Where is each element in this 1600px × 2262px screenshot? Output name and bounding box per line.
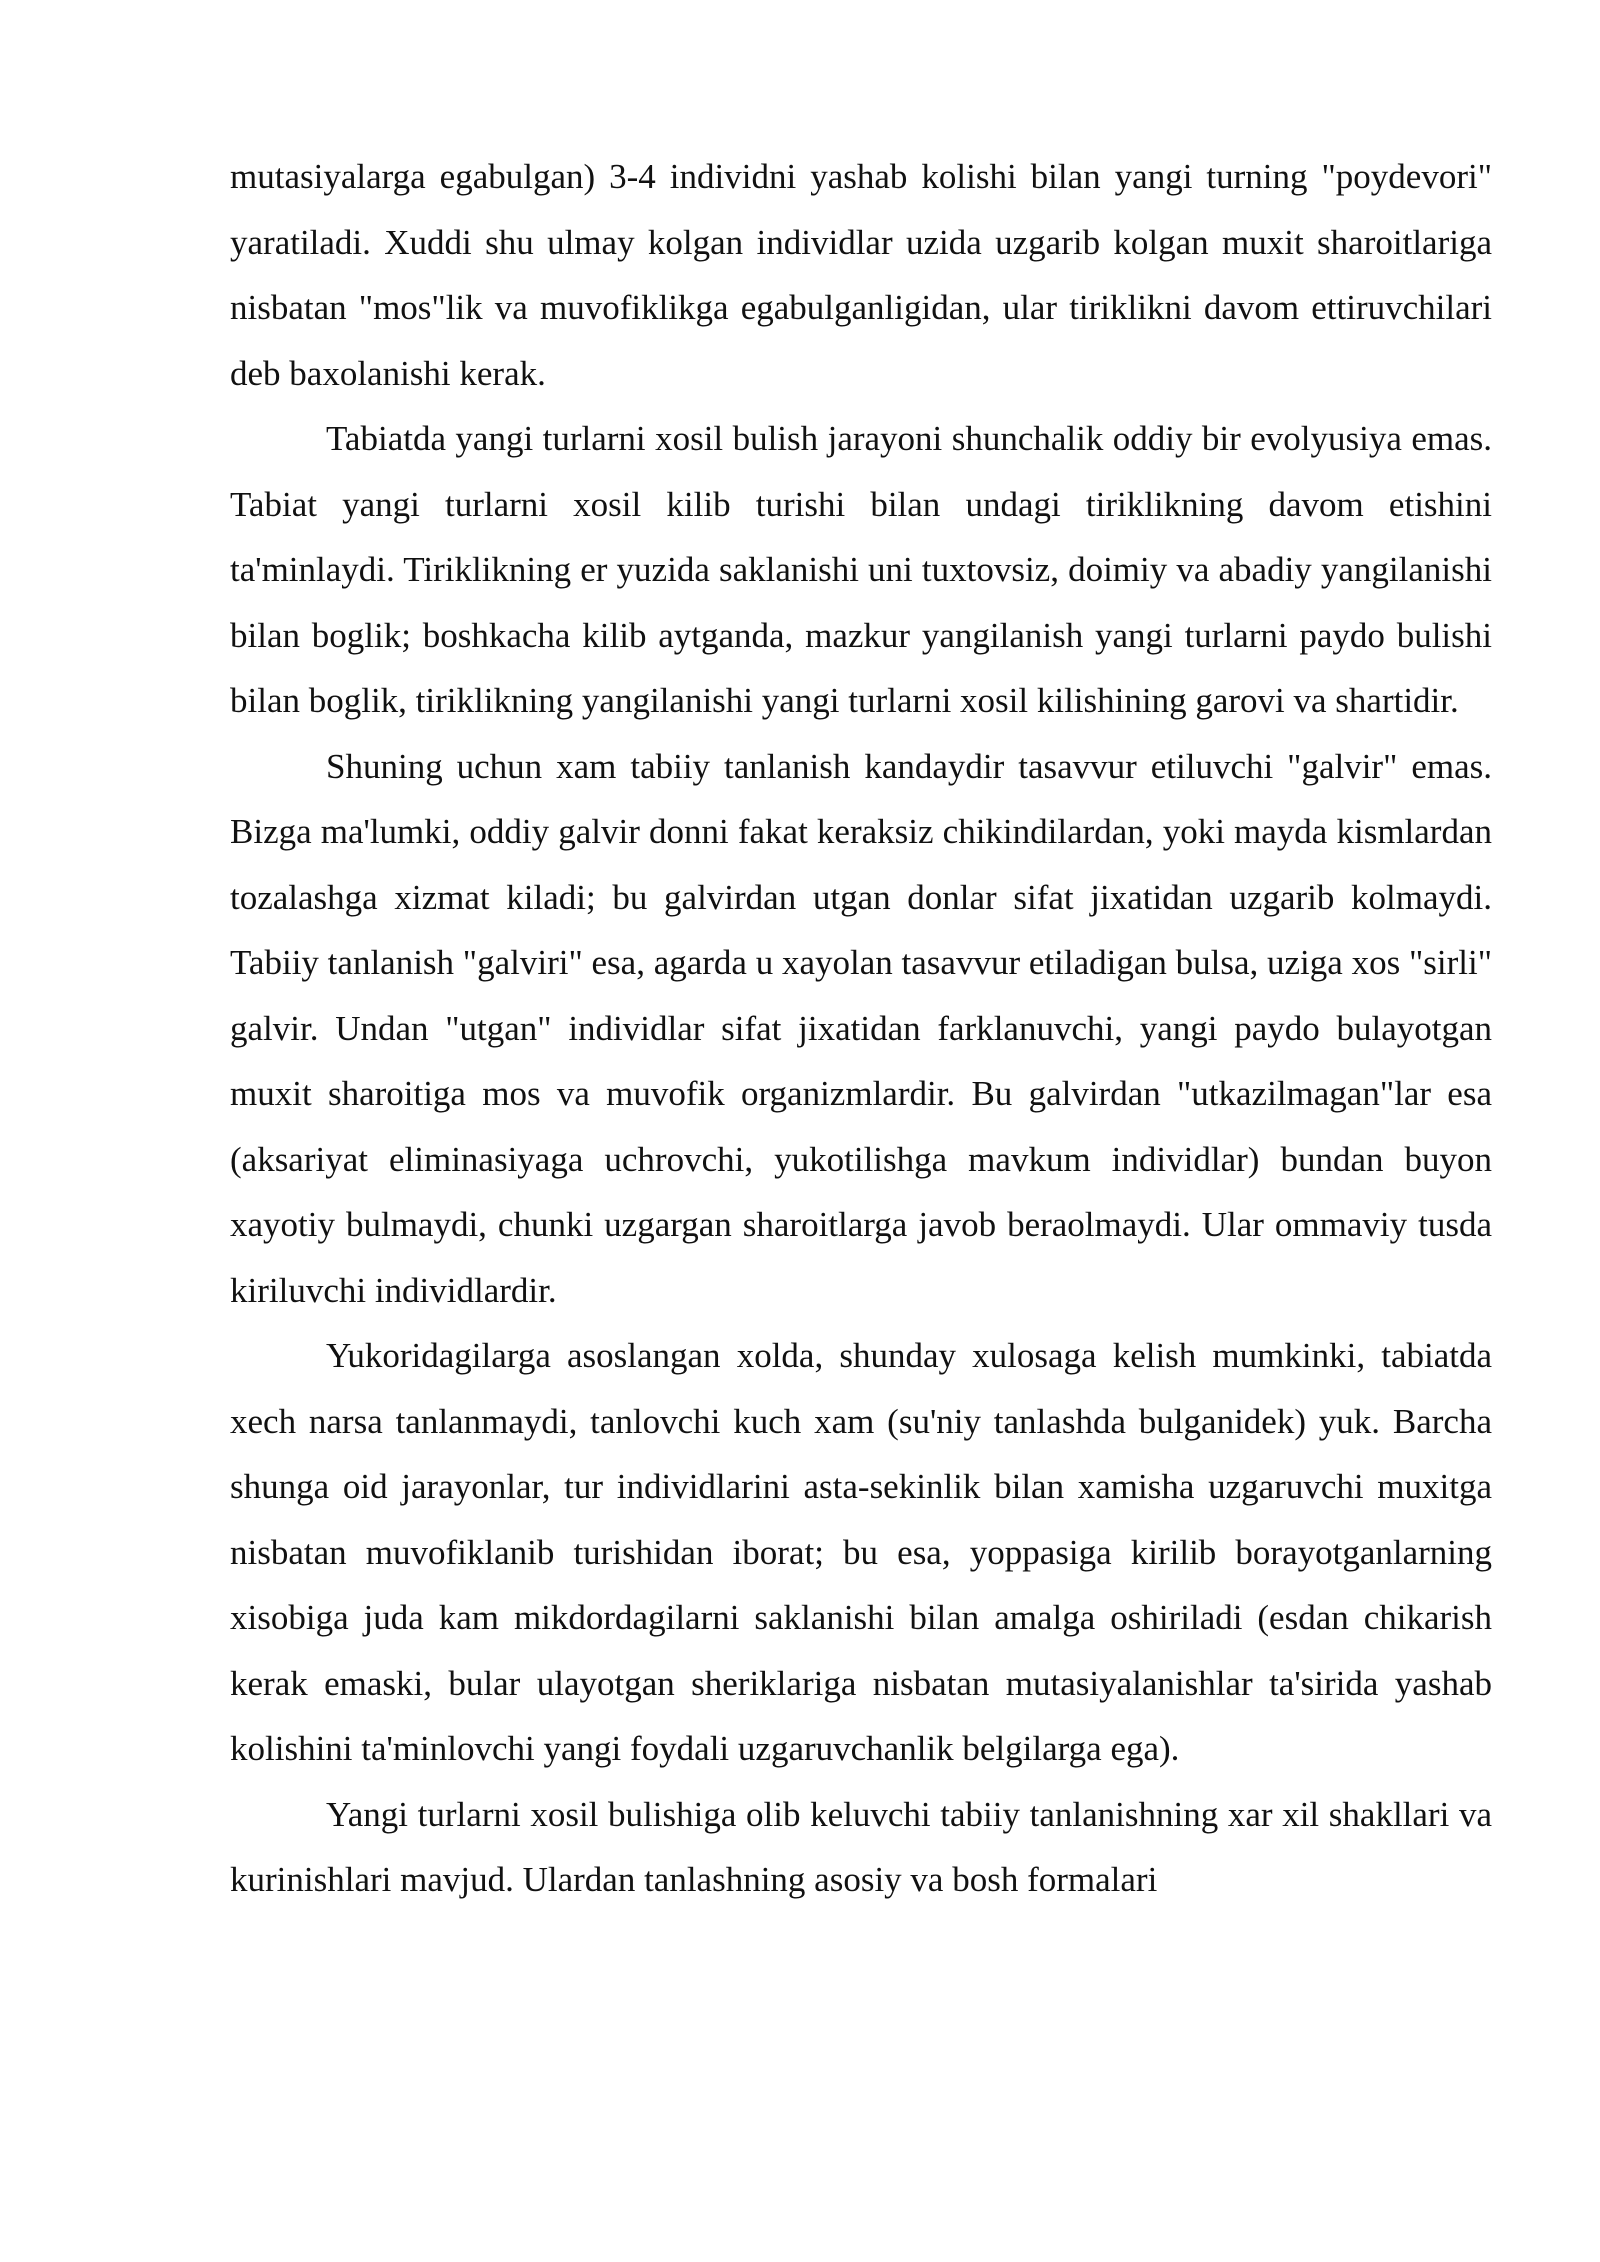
paragraph: Tabiatda yangi turlarni xosil bulish jarayoni shunchalik oddiy bir evolyusiya emas. Tabiat yangi turlarni xosil kilib turishi bilan undagi tiriklikning davom etishini ta'minlaydi. Tiriklikning er yuzida saklanishi uni tuxtovsiz, doimiy va abadiy yangilanishi bilan boglik; boshkacha kilib aytganda, mazkur yangilanish yangi turlarni paydo bulishi bilan boglik, tiriklikning yangilanishi yangi turlarni xosil kilishining garovi va shartidir. [230,419,1492,720]
document-body [230,144,1492,1913]
paragraph: Yangi turlarni xosil bulishiga olib keluvchi tabiiy tanlanishning xar xil shakllari va kurinishlari mavjud. Ulardan tanlashning asosiy va bosh formalari [230,1794,1492,1899]
paragraph: Yukoridagilarga asoslangan xolda, shunday xulosaga kelish mumkinki, tabiatda xech narsa tanlanmaydi, tanlovchi kuch xam (su'niy tanlashda bulganidek) yuk. Barcha shunga oid jarayonlar, tur individlarini asta-sekinlik bilan xamisha uzgaruvchi muxitga nisbatan muvofiklanib turishidan iborat; bu esa, yoppasiga kirilib borayotganlarning xisobiga juda kam mikdordagilarni saklanishi bilan amalga oshiriladi (esdan chikarish kerak emaski, bular ulayotgan sheriklariga nisbatan mutasiyalanishlar ta'sirida yashab kolishini ta'minlovchi yangi foydali uzgaruvchanlik belgilarga ega). [230,1336,1492,1768]
paragraph: mutasiyalarga egabulgan) 3-4 individni yashab kolishi bilan yangi turning "poydevori" yaratiladi. Xuddi shu ulmay kolgan individlar uzida uzgarib kolgan muxit sharoitlariga nisbatan "mos"lik va muvofiklikga egabulganligidan, ular tiriklikni davom ettiruvchilari deb baxolanishi kerak. [230,157,1492,393]
paragraph: Shuning uchun xam tabiiy tanlanish kandaydir tasavvur etiluvchi "galvir" emas. Bizga ma'lumki, oddiy galvir donni fakat keraksiz chikindilardan, yoki mayda kismlardan tozalashga xizmat kiladi; bu galvirdan utgan donlar sifat jixatidan uzgarib kolmaydi. Tabiiy tanlanish "galviri" esa, agarda u xayolan tasavvur etiladigan bulsa, uziga xos "sirli" galvir. Undan "utgan" individlar sifat jixatidan farklanuvchi, yangi paydo bulayotgan muxit sharoitiga mos va muvofik organizmlardir. Bu galvirdan "utkazilmagan"lar esa (aksariyat eliminasiyaga uchrovchi, yukotilishga mavkum individlar) bundan buyon xayotiy bulmaydi, chunki uzgargan sharoitlarga javob beraolmaydi. Ular ommaviy tusda kiriluvchi individlardir. [230,746,1492,1310]
